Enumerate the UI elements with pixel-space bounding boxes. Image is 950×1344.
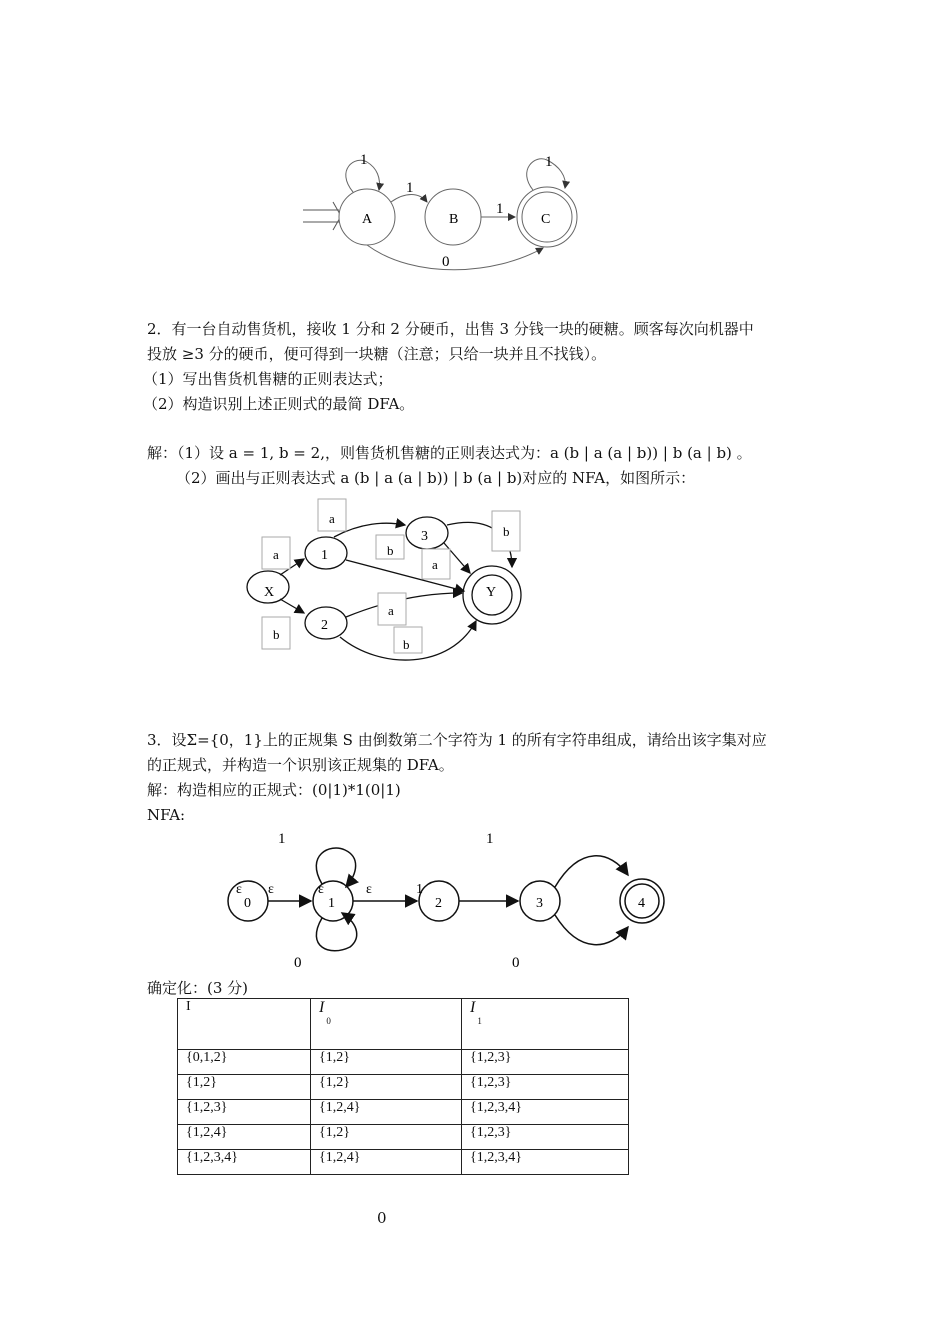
svg-text:a: a — [432, 557, 438, 572]
q2-answer1: 解：（1）设 a = 1, b = 2,，则售货机售糖的正则表达式为：a (b | a (a | b)) | b (a | b) 。 — [147, 444, 752, 462]
q3-line4: NFA: — [147, 806, 186, 824]
svg-text:2: 2 — [321, 618, 328, 633]
svg-text:ε: ε — [268, 882, 274, 897]
svg-text:4: 4 — [638, 896, 645, 911]
q3-line1: 3．设Σ={0，1}上的正规集 S 由倒数第二个字符为 1 的所有字符串组成，请给出该字集对应 — [147, 731, 767, 749]
svg-text:3: 3 — [421, 529, 428, 544]
svg-text:1: 1 — [545, 154, 553, 170]
svg-text:3: 3 — [536, 896, 543, 911]
page-number: 0 — [377, 1209, 387, 1227]
svg-text:b: b — [403, 637, 410, 652]
svg-text:1: 1 — [321, 548, 328, 563]
q2-line1: 2．有一台自动售货机，接收 1 分和 2 分硬币，出售 3 分钱一块的硬糖。顾客每次向机器中 — [147, 320, 754, 338]
svg-text:b: b — [503, 524, 510, 539]
figure-nfa-vending — [240, 495, 540, 665]
svg-text:a: a — [329, 511, 335, 526]
determinization-table — [177, 998, 629, 1175]
table-row: {1,2,3} {1,2,4} {1,2,3,4} — [178, 1100, 629, 1125]
header-i0: $I_0$ — [311, 999, 462, 1050]
table-row: {1,2,3,4} {1,2,4} {1,2,3,4} — [178, 1150, 629, 1175]
svg-text:X: X — [264, 585, 275, 600]
determinization-title: 确定化：(3 分) — [147, 979, 249, 997]
header-i1: $I_1$ — [462, 999, 629, 1050]
svg-text:1: 1 — [416, 882, 423, 897]
table-header — [178, 999, 629, 1050]
svg-text:1: 1 — [328, 896, 335, 911]
svg-text:0: 0 — [442, 254, 450, 270]
state-b-label: B — [449, 212, 459, 227]
table-row: {1,2,4} {1,2} {1,2,3} — [178, 1125, 629, 1150]
svg-text:ε: ε — [366, 882, 372, 897]
svg-text:1: 1 — [278, 831, 286, 847]
table-row: {1,2} {1,2} {1,2,3} — [178, 1075, 629, 1100]
q2-answer2: （2）画出与正则表达式 a (b | a (a | b)) | b (a | b)对应的 NFA，如图所示： — [176, 469, 696, 487]
svg-text:2: 2 — [435, 896, 442, 911]
svg-text:b: b — [273, 627, 280, 642]
q2-line2: 投放 ≥3 分的硬币，便可得到一块糖（注意；只给一块并且不找钱）。 — [147, 345, 607, 363]
q3-line3: 解：构造相应的正规式：(0|1)*1(0|1) — [147, 781, 401, 799]
figure-dfa-abc — [295, 140, 605, 280]
q2-line3: （1）写出售货机售糖的正则表达式； — [143, 370, 393, 388]
svg-text:Y: Y — [486, 585, 497, 600]
svg-text:0: 0 — [512, 955, 520, 971]
q3-line2: 的正规式，并构造一个识别该正规集的 DFA。 — [147, 756, 454, 774]
svg-text:0: 0 — [244, 896, 251, 911]
state-c-label: C — [541, 212, 551, 227]
svg-text:ε: ε — [318, 882, 324, 897]
svg-text:b: b — [387, 543, 394, 558]
svg-text:1: 1 — [496, 201, 504, 217]
figure-nfa-last-but-one — [210, 825, 690, 980]
q2-line4: （2）构造识别上述正则式的最简 DFA。 — [143, 395, 415, 413]
state-a-label: A — [362, 212, 373, 227]
svg-text:1: 1 — [486, 831, 494, 847]
svg-text:ε: ε — [236, 882, 242, 897]
table-row: {0,1,2} {1,2} {1,2,3} — [178, 1050, 629, 1075]
header-i: I — [178, 999, 311, 1050]
svg-text:a: a — [388, 603, 394, 618]
svg-text:1: 1 — [360, 152, 368, 168]
svg-text:0: 0 — [294, 955, 302, 971]
svg-text:a: a — [273, 547, 279, 562]
svg-text:1: 1 — [406, 180, 414, 196]
